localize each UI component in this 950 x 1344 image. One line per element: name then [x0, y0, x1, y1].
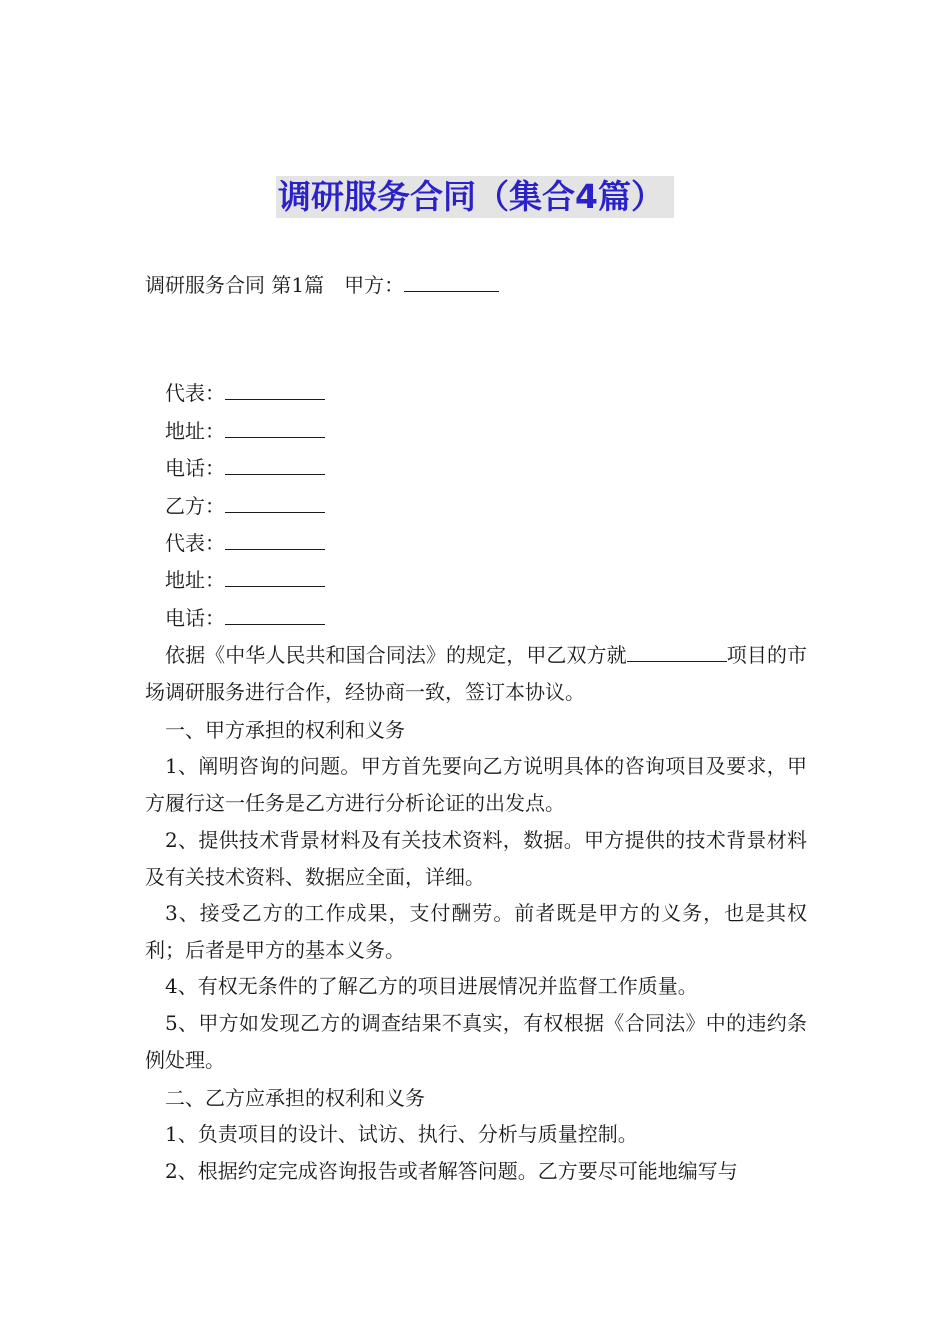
basis-paragraph: [145, 637, 807, 711]
section1-item: 5、甲方如发现乙方的调查结果不真实，有权根据《合同法》中的违约条例处理。: [145, 1011, 807, 1072]
field-blank: [225, 379, 325, 400]
party-b-representative: [165, 528, 325, 558]
section2-item: 2、根据约定完成咨询报告或者解答问题。乙方要尽可能地编写与: [165, 1159, 738, 1183]
field-label: 代表：: [165, 531, 225, 555]
party-a-phone: [165, 453, 325, 483]
field-blank: [225, 566, 325, 587]
field-label: 电话：: [165, 456, 225, 480]
section2-item: 1、负责项目的设计、试访、执行、分析与质量控制。: [165, 1122, 638, 1146]
section1-item: 1、阐明咨询的问题。甲方首先要向乙方说明具体的咨询项目及要求，甲方履行这一任务是乙方进行分析论证的出发点。: [145, 754, 807, 815]
basis-text-after: 项目的市场调研服务进行合作，经协商一致，签订本协议。: [145, 643, 808, 704]
field-blank: [225, 417, 325, 438]
field-label: 乙方：: [165, 494, 225, 518]
section2-heading: 二、乙方应承担的权利和义务: [165, 1086, 425, 1110]
party-a-representative: [165, 378, 325, 408]
section1-heading: 一、甲方承担的权利和义务: [165, 718, 405, 742]
section1-item: 2、提供技术背景材料及有关技术资料，数据。甲方提供的技术背景材料及有关技术资料、数据应全面，详细。: [145, 828, 807, 889]
party-a-address: [165, 416, 325, 446]
intro-text: 调研服务合同 第1篇 甲方：: [145, 273, 405, 297]
title-container: [0, 176, 950, 218]
field-label: 代表：: [165, 381, 225, 405]
field-blank: [225, 604, 325, 625]
party-b-name: [165, 491, 325, 521]
party-b-address: [165, 565, 325, 595]
intro-line: [145, 270, 499, 300]
document-title: 调研服务合同（集合4篇）: [276, 176, 674, 218]
party-a-blank: [404, 271, 499, 292]
field-label: 地址：: [165, 568, 225, 592]
basis-text-before: 依据《中华人民共和国合同法》的规定，甲乙双方就: [165, 643, 627, 667]
field-blank: [225, 454, 325, 475]
section1-item: 4、有权无条件的了解乙方的项目进展情况并监督工作质量。: [165, 974, 698, 998]
project-blank: [627, 641, 727, 662]
party-b-phone: [165, 603, 325, 633]
field-label: 电话：: [165, 606, 225, 630]
section1-item: 3、接受乙方的工作成果，支付酬劳。前者既是甲方的义务，也是其权利；后者是甲方的基本义务。: [145, 901, 807, 962]
field-label: 地址：: [165, 419, 225, 443]
field-blank: [225, 529, 325, 550]
field-blank: [225, 492, 325, 513]
